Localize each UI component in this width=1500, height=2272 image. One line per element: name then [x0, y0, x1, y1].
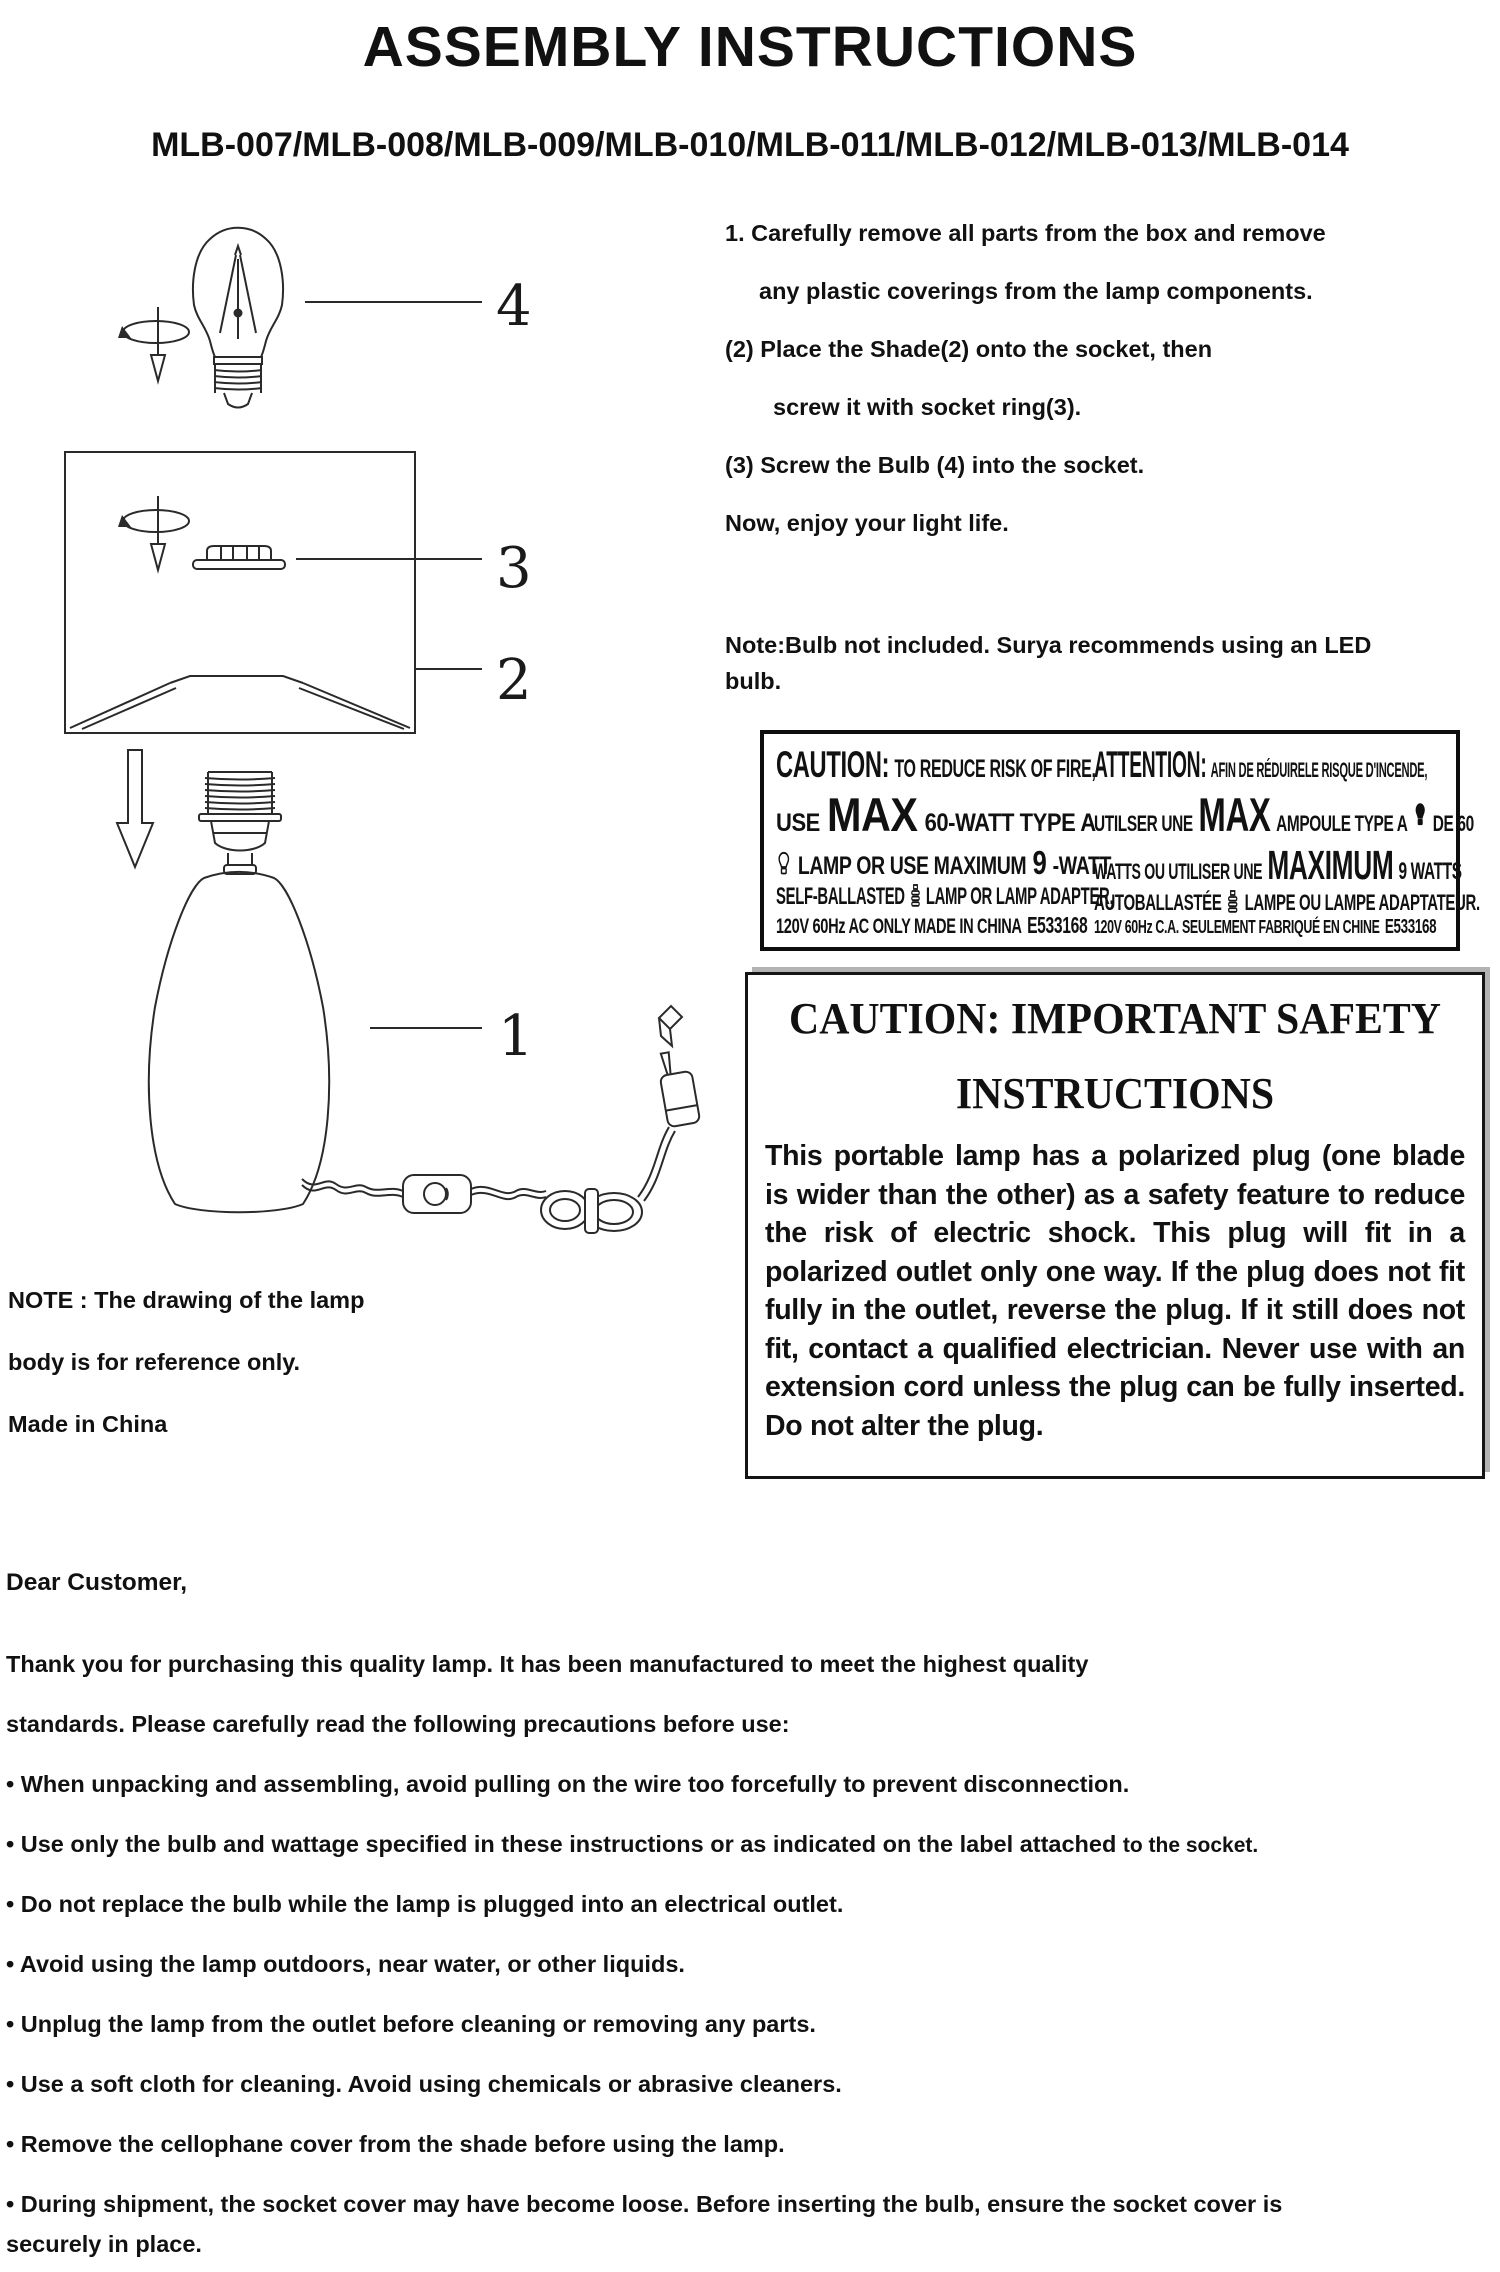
label-text: DE 60 [1432, 810, 1474, 836]
label-text: MAX [826, 788, 918, 842]
label-text: AMPOULE TYPE A [1276, 810, 1408, 836]
label-text: -WATT [1052, 851, 1111, 880]
precaution-bullet [6, 1832, 1498, 1856]
safety-heading [783, 981, 1448, 1131]
step-line: Now, enjoy your light life. [725, 510, 1009, 536]
label-text: USE [776, 809, 820, 838]
precaution-bullet: • Unplug the lamp from the outlet before cleaning or removing any parts. [6, 2011, 816, 2037]
bullet-text-small: to the socket. [1122, 1834, 1259, 1857]
label-text: UTILSER UNE [1094, 810, 1194, 836]
cfl-spiral-icon [1227, 890, 1239, 916]
label-text: TO REDUCE RISK OF FIRE, [894, 755, 1096, 783]
note-line: NOTE : The drawing of the lamp [8, 1287, 365, 1313]
label-row [1094, 787, 1474, 842]
lamp-assembly-diagram [58, 215, 718, 1235]
caution-label-english [776, 744, 1114, 939]
step-line: (2) Place the Shade(2) onto the socket, then [725, 336, 1213, 362]
part-number-socket-ring: 3 [496, 536, 532, 601]
cfl-spiral-icon [910, 884, 921, 910]
lamp-shade-drawing [65, 452, 415, 733]
made-in-china-line: Made in China [8, 1411, 168, 1437]
safety-instructions-box [745, 972, 1485, 1479]
customer-letter [6, 1570, 1498, 2256]
label-text: 120V 60Hz C.A. SEULEMENT FABRIQUÉ EN CHINE [1094, 916, 1380, 937]
part-number-lamp-body: 1 [498, 1004, 534, 1069]
precaution-bullet-continuation: securely in place. [6, 2231, 202, 2257]
label-row [1094, 744, 1428, 786]
letter-line: standards. Please carefully read the following precautions before use: [6, 1711, 790, 1737]
label-row [776, 744, 1096, 786]
label-text: 120V 60Hz AC ONLY MADE IN CHINA [776, 914, 1022, 938]
precaution-bullet: • During shipment, the socket cover may have become loose. Before inserting the bulb, ensure the socket cover is [6, 2191, 1283, 2217]
label-text: 9 WATTS [1398, 858, 1462, 885]
label-text: 9 [1032, 843, 1047, 881]
part-number-shade: 2 [496, 648, 532, 713]
label-text: LAMP OR LAMP ADAPTER, [925, 882, 1114, 910]
bulb-note [725, 627, 1475, 699]
polarized-plug-drawing [656, 1006, 700, 1127]
precaution-bullet: • Avoid using the lamp outdoors, near water, or other liquids. [6, 1951, 685, 1977]
caution-label-french [1094, 744, 1480, 939]
step-line: 1. Carefully remove all parts from the box and remove [725, 220, 1326, 246]
rotate-and-push-down-arrow-icon [118, 307, 189, 381]
bulb-note-line: bulb. [725, 668, 782, 694]
label-row [1094, 889, 1480, 916]
label-row [776, 843, 1111, 882]
reference-note [8, 1288, 364, 1474]
page-title: ASSEMBLY INSTRUCTIONS [362, 15, 1138, 79]
greeting: Dear Customer, [6, 1569, 188, 1596]
label-row [1094, 916, 1437, 939]
label-row [776, 787, 1096, 842]
bulb-icon [776, 850, 792, 876]
label-text: MAXIMUM [1267, 842, 1394, 888]
lamp-socket-drawing [199, 772, 281, 874]
label-text: LAMPE OU LAMPE ADAPTATEUR. [1244, 889, 1480, 915]
label-text: AFIN DE RÉDUIRELE RISQUE D'INCENDE, [1210, 758, 1428, 782]
certification-number: E533168 [1027, 912, 1088, 938]
part-number-bulb: 4 [496, 274, 532, 339]
label-text: AUTOBALLASTÉE [1094, 889, 1222, 915]
label-text: WATTS OU UTILISER UNE [1094, 859, 1263, 884]
label-text: SELF-BALLASTED [776, 882, 905, 910]
bullet-text: • Use only the bulb and wattage specified in these instructions or as indicated on the label attached [6, 1831, 1117, 1857]
precaution-bullet: • Do not replace the bulb while the lamp is plugged into an electrical outlet. [6, 1891, 844, 1917]
label-text: 60-WATT TYPE A [924, 809, 1096, 838]
light-bulb-drawing [193, 228, 283, 408]
note-line: body is for reference only. [8, 1349, 301, 1375]
step-line: (3) Screw the Bulb (4) into the socket. [725, 452, 1145, 478]
caution-wattage-label [760, 730, 1480, 951]
attention-word: ATTENTION: [1094, 744, 1207, 785]
cord-coil-drawing [471, 1127, 675, 1233]
safety-heading-line: CAUTION: IMPORTANT SAFETY [789, 994, 1441, 1043]
label-row [1094, 842, 1462, 889]
label-row [776, 912, 1088, 939]
socket-ring-drawing [193, 546, 285, 569]
assembly-steps [725, 221, 1475, 699]
safety-heading-line: INSTRUCTIONS [955, 1069, 1275, 1118]
step-line: any plastic coverings from the lamp components. [759, 278, 1313, 304]
step-line: screw it with socket ring(3). [773, 394, 1082, 420]
rotate-and-push-down-arrow-icon [118, 496, 189, 570]
label-text: MAX [1198, 787, 1271, 841]
bulb-icon [1413, 801, 1427, 827]
precaution-bullet: • Remove the cellophane cover from the shade before using the lamp. [6, 2131, 785, 2157]
safety-body-text: This portable lamp has a polarized plug (one blade is wider than the other) as a safety feature to reduce the risk of electric shock. This plug will fit in a polarized outlet only one way. If the plug does not fit fully in the outlet, reverse the plug. If it still does not fit, contact a qualified electrician. Never use with an extension cord unless the plug can be fully inserted. Do not alter the plug. [765, 1140, 1465, 1442]
cord-switch-drawing [302, 1175, 471, 1213]
letter-line: Thank you for purchasing this quality lamp. It has been manufactured to meet the highest quality [6, 1651, 1089, 1677]
down-arrow-icon [117, 750, 153, 867]
bulb-note-line: Note:Bulb not included. Surya recommends using an LED [725, 632, 1372, 658]
precaution-bullet: • When unpacking and assembling, avoid pulling on the wire too forcefully to prevent disconnection. [6, 1771, 1130, 1797]
caution-word: CAUTION: [776, 744, 890, 785]
precaution-bullet: • Use a soft cloth for cleaning. Avoid using chemicals or abrasive cleaners. [6, 2071, 842, 2097]
label-row [776, 882, 1114, 911]
model-numbers: MLB-007/MLB-008/MLB-009/MLB-010/MLB-011/MLB-012/MLB-013/MLB-014 [151, 126, 1349, 164]
certification-number: E533168 [1385, 916, 1437, 938]
label-text: LAMP OR USE MAXIMUM [797, 851, 1027, 880]
lamp-body-drawing [149, 872, 329, 1212]
